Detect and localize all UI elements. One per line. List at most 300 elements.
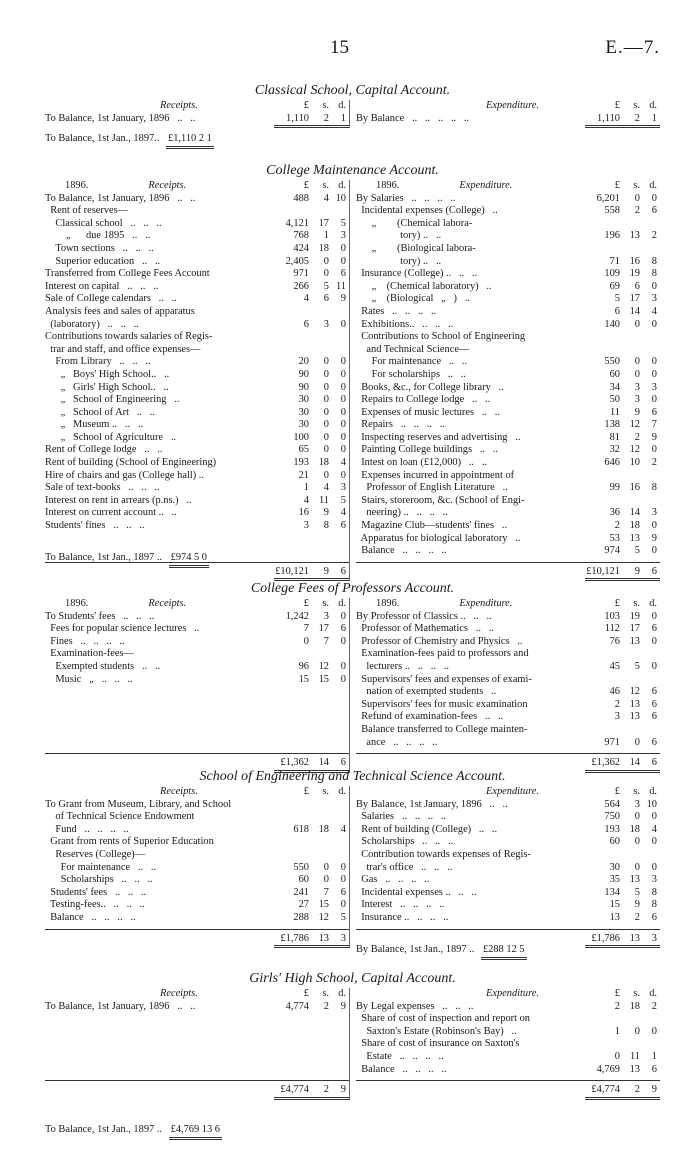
pence: 0 <box>651 394 657 406</box>
expenditure-row <box>356 243 660 256</box>
row-label: Balance .. .. .. .. <box>356 1063 447 1075</box>
total-separator <box>356 753 660 754</box>
amount <box>274 674 349 687</box>
shillings: 14 <box>629 305 640 317</box>
row-label: By Balance .. .. .. .. .. <box>356 112 470 124</box>
shillings: 13 <box>629 230 640 242</box>
pounds: 4,769 <box>596 1063 620 1075</box>
amount <box>585 836 660 849</box>
pounds: 15 <box>609 899 620 911</box>
amount <box>585 382 660 395</box>
row-label: Repairs .. .. .. .. <box>356 419 445 431</box>
pounds: 34 <box>609 381 620 393</box>
pounds: 768 <box>293 230 309 242</box>
pounds: 2 <box>614 520 620 532</box>
amount <box>585 686 660 699</box>
amount <box>274 933 349 949</box>
girls-closing-label: To Balance, 1st Jan., 1897 .. <box>45 1124 163 1135</box>
amount <box>585 444 660 457</box>
pence: 9 <box>651 1084 657 1096</box>
expenditure-row <box>356 661 660 674</box>
shillings: 3 <box>634 394 640 406</box>
pounds: 20 <box>298 356 309 368</box>
amount <box>274 256 349 269</box>
pounds: 241 <box>293 886 309 898</box>
row-label: trar's office .. .. .. <box>356 861 453 873</box>
amount <box>274 623 349 636</box>
column-heading-row <box>356 180 660 193</box>
engineering-account <box>45 768 660 948</box>
pounds: 15 <box>298 673 309 685</box>
pence: 6 <box>340 623 346 635</box>
pounds: 99 <box>609 482 620 494</box>
row-label: Gas .. .. .. .. <box>356 874 430 886</box>
row-label: Grant from rents of Superior Education <box>45 836 214 848</box>
pence: 0 <box>651 861 657 873</box>
receipt-row <box>45 268 349 281</box>
receipt-row <box>45 1001 349 1014</box>
expenditure-row <box>356 887 660 900</box>
column-heading-text <box>45 100 274 113</box>
pence: 8 <box>651 899 657 911</box>
total-separator <box>45 753 349 754</box>
amount <box>274 319 349 332</box>
amount <box>274 382 349 395</box>
shillings: 16 <box>629 255 640 267</box>
row-label: By Legal expenses .. .. .. <box>356 1000 474 1012</box>
expenditure-row <box>356 193 660 206</box>
expenditure-row <box>356 457 660 470</box>
amount <box>274 419 349 432</box>
spacer-row <box>45 1064 349 1077</box>
total-separator <box>356 929 660 930</box>
expenditure-row <box>356 331 660 344</box>
pence: 2 <box>651 230 657 242</box>
pence: 3 <box>340 932 346 944</box>
amount <box>585 1051 660 1064</box>
expenditure-row <box>356 407 660 420</box>
pence: 3 <box>340 230 346 242</box>
college-maintenance-closing-label: To Balance, 1st Jan., 1897 .. <box>45 552 163 563</box>
shillings: 18 <box>318 242 329 254</box>
pounds: 558 <box>604 205 620 217</box>
expenditure-total <box>356 1084 660 1100</box>
amount <box>274 218 349 231</box>
pence: 6 <box>651 406 657 418</box>
receipt-row <box>45 394 349 407</box>
pence: 0 <box>340 381 346 393</box>
amount <box>585 457 660 470</box>
row-label: Share of cost of insurance on Saxton's <box>356 1038 520 1050</box>
shillings: 0 <box>323 419 329 431</box>
row-label: Balance transferred to College mainten- <box>356 723 528 735</box>
pounds: 750 <box>604 811 620 823</box>
row-label: tory) .. .. <box>356 255 442 267</box>
row-label: Share of cost of inspection and report on <box>356 1013 530 1025</box>
pence: 0 <box>651 444 657 456</box>
currency-headers <box>274 988 349 1001</box>
shillings: 9 <box>634 565 640 577</box>
amount <box>585 874 660 887</box>
currency-col_shillings: s. <box>633 100 640 111</box>
receipt-row <box>45 407 349 420</box>
pence: 4 <box>340 823 346 835</box>
row-label: Rent of reserves— <box>45 205 129 217</box>
row-label: Rent of building (College) .. .. <box>356 823 498 835</box>
receipt-row <box>45 611 349 624</box>
pence: 6 <box>340 757 346 769</box>
pounds: 4,121 <box>285 217 309 229</box>
amount <box>585 533 660 546</box>
amount <box>585 193 660 206</box>
receipts-total <box>45 933 349 949</box>
row-label: For maintenance .. .. <box>356 356 468 368</box>
pence: 6 <box>340 520 346 532</box>
shillings: 5 <box>634 660 640 672</box>
row-label: „ (Chemical laboratory) .. <box>356 280 492 292</box>
row-label: Interest on capital .. .. .. <box>45 280 159 292</box>
shillings: 12 <box>318 660 329 672</box>
shillings: 3 <box>323 610 329 622</box>
row-label: Rent of College lodge .. .. <box>45 444 163 456</box>
row-label: Hire of chairs and gas (College hall) .. <box>45 469 204 481</box>
receipt-row <box>45 623 349 636</box>
expenditure-row <box>356 648 660 661</box>
shillings: 0 <box>323 874 329 886</box>
expenditure-column <box>350 988 660 1100</box>
pence: 9 <box>340 1000 346 1012</box>
receipt-row <box>45 636 349 649</box>
pence: 0 <box>340 255 346 267</box>
shillings: 0 <box>323 861 329 873</box>
shillings: 14 <box>318 757 329 769</box>
pounds: 96 <box>298 660 309 672</box>
classical-closing-amount: £1,110 2 1 <box>166 133 214 149</box>
shillings: 0 <box>323 255 329 267</box>
pounds: 60 <box>298 874 309 886</box>
pence: 0 <box>340 861 346 873</box>
pence: 0 <box>651 660 657 672</box>
pence: 0 <box>651 610 657 622</box>
pounds: 550 <box>604 356 620 368</box>
pence: 0 <box>340 444 346 456</box>
row-label: Inspecting reserves and advertising .. <box>356 431 521 443</box>
shillings: 2 <box>634 911 640 923</box>
shillings: 2 <box>634 431 640 443</box>
amount <box>585 281 660 294</box>
currency-col_pounds: £ <box>303 988 309 999</box>
expenditure-row <box>356 1013 660 1026</box>
shillings: 2 <box>634 205 640 217</box>
amount <box>274 495 349 508</box>
receipt-row <box>45 281 349 294</box>
account-columns <box>45 598 660 773</box>
amount <box>585 811 660 824</box>
shillings: 0 <box>634 368 640 380</box>
column-heading-text <box>356 180 585 193</box>
amount <box>274 661 349 674</box>
receipt-row <box>45 205 349 218</box>
currency-headers <box>585 598 660 611</box>
shillings: 0 <box>634 192 640 204</box>
pounds: 60 <box>609 836 620 848</box>
expenditure-row <box>356 1064 660 1077</box>
pence: 0 <box>651 520 657 532</box>
pounds: 618 <box>293 823 309 835</box>
shillings: 0 <box>323 394 329 406</box>
expenditure-heading: Expenditure. <box>486 100 539 111</box>
shillings: 18 <box>318 457 329 469</box>
pounds: 60 <box>609 368 620 380</box>
pence: 3 <box>651 293 657 305</box>
shillings: 9 <box>634 899 640 911</box>
pounds: 0 <box>303 635 309 647</box>
row-label: „ (Biological „ ) .. <box>356 293 470 305</box>
currency-headers <box>274 180 349 193</box>
shillings: 0 <box>634 861 640 873</box>
pounds: 30 <box>298 419 309 431</box>
shillings: 0 <box>323 368 329 380</box>
currency-col_pence: d. <box>649 988 657 999</box>
pence: 8 <box>651 255 657 267</box>
amount <box>585 1064 660 1077</box>
expenditure-row <box>356 205 660 218</box>
expenditure-row <box>356 545 660 558</box>
receipt-row <box>45 306 349 319</box>
column-heading-row <box>45 988 349 1001</box>
pence: 8 <box>651 482 657 494</box>
row-label: Salaries .. .. .. .. <box>356 811 447 823</box>
pounds: 7 <box>303 623 309 635</box>
pence: 10 <box>335 192 346 204</box>
amount <box>585 623 660 636</box>
amount <box>274 394 349 407</box>
row-label: neering) .. .. .. .. <box>356 507 448 519</box>
row-label: For scholarships .. .. <box>356 368 466 380</box>
pounds: 112 <box>604 623 620 635</box>
amount <box>274 356 349 369</box>
shillings: 13 <box>629 932 640 944</box>
amount <box>585 611 660 624</box>
shillings: 0 <box>323 381 329 393</box>
amount <box>585 1001 660 1014</box>
row-label: Painting College buildings .. .. <box>356 444 499 456</box>
currency-col_pence: d. <box>649 786 657 797</box>
account-columns <box>45 786 660 948</box>
amount <box>274 407 349 420</box>
girls-closing-balance <box>45 1124 222 1140</box>
amount <box>585 356 660 369</box>
currency-col_pence: d. <box>649 180 657 191</box>
row-label: Rent of building (School of Engineering) <box>45 457 217 469</box>
expenditure-row <box>356 899 660 912</box>
expenditure-row <box>356 218 660 231</box>
pence: 5 <box>340 494 346 506</box>
pounds: 193 <box>604 823 620 835</box>
currency-col_pence: d. <box>338 100 346 111</box>
amount <box>585 507 660 520</box>
pounds: 45 <box>609 660 620 672</box>
pence: 8 <box>651 268 657 280</box>
pounds: 6 <box>303 318 309 330</box>
pounds: 3 <box>614 711 620 723</box>
amount <box>585 407 660 420</box>
pence: 3 <box>651 874 657 886</box>
row-label: By Balance, 1st January, 1896 .. .. <box>356 798 508 810</box>
shillings: 3 <box>634 798 640 810</box>
account-columns <box>45 100 660 128</box>
pence: 0 <box>340 660 346 672</box>
expenditure-row <box>356 293 660 306</box>
pence: 0 <box>340 899 346 911</box>
amount <box>274 520 349 533</box>
shillings: 6 <box>634 280 640 292</box>
row-label: trar and staff, and office expenses— <box>45 343 201 355</box>
currency-col_shillings: s. <box>633 786 640 797</box>
pence: 0 <box>651 811 657 823</box>
pounds: 109 <box>604 268 620 280</box>
amount <box>274 281 349 294</box>
pounds: 6 <box>614 305 620 317</box>
pounds: 71 <box>609 255 620 267</box>
expenditure-row <box>356 230 660 243</box>
row-label: „ School of Engineering .. <box>45 394 180 406</box>
amount <box>585 887 660 900</box>
row-label: „ (Biological labora- <box>356 242 476 254</box>
pence: 1 <box>651 1050 657 1062</box>
pounds: 11 <box>609 406 620 418</box>
pounds: 550 <box>293 861 309 873</box>
row-label: Incidental expenses .. .. .. <box>356 886 477 898</box>
expenditure-row <box>356 394 660 407</box>
receipts-column <box>45 598 350 773</box>
shillings: 7 <box>323 886 329 898</box>
row-label: „ Boys' High School.. .. <box>45 368 170 380</box>
expenditure-row <box>356 356 660 369</box>
amount <box>274 470 349 483</box>
pounds: 974 <box>604 545 620 557</box>
amount <box>274 1001 349 1014</box>
currency-col_pence: d. <box>338 598 346 609</box>
shillings: 12 <box>629 419 640 431</box>
currency-col_pounds: £ <box>303 598 309 609</box>
shillings: 15 <box>318 673 329 685</box>
row-label: Supervisors' fees for music examination <box>356 698 528 710</box>
expenditure-row <box>356 1038 660 1051</box>
pounds: 69 <box>609 280 620 292</box>
row-label: Exempted students .. .. <box>45 660 161 672</box>
row-label: Professor of Mathematics .. .. <box>356 623 494 635</box>
amount <box>274 369 349 382</box>
college-maintenance-closing-balance <box>45 552 209 568</box>
shillings: 9 <box>323 565 329 577</box>
receipt-row <box>45 836 349 849</box>
currency-col_pounds: £ <box>303 100 309 111</box>
girls-high-school-account <box>45 970 660 1100</box>
shillings: 0 <box>323 431 329 443</box>
receipt-row <box>45 470 349 483</box>
amount <box>274 824 349 837</box>
row-label: Insurance .. .. .. .. <box>356 911 449 923</box>
expenditure-row <box>356 113 660 129</box>
receipt-row <box>45 899 349 912</box>
pence: 0 <box>340 610 346 622</box>
shillings: 13 <box>629 532 640 544</box>
pounds: 30 <box>298 406 309 418</box>
shillings: 18 <box>629 823 640 835</box>
pounds: £1,786 <box>591 932 620 944</box>
pence: 9 <box>340 293 346 305</box>
expenditure-row <box>356 1001 660 1014</box>
currency-col_shillings: s. <box>322 180 329 191</box>
currency-col_pounds: £ <box>303 786 309 797</box>
pounds: 266 <box>293 280 309 292</box>
row-label: Fees for popular science lectures .. <box>45 623 200 635</box>
column-heading-row <box>45 598 349 611</box>
pounds: 193 <box>293 457 309 469</box>
pounds: 36 <box>609 507 620 519</box>
row-label: (laboratory) .. .. .. <box>45 318 139 330</box>
pence: 6 <box>651 698 657 710</box>
receipt-row <box>45 293 349 306</box>
pence: 6 <box>651 205 657 217</box>
pence: 9 <box>651 431 657 443</box>
pounds: 16 <box>298 507 309 519</box>
receipt-row <box>45 369 349 382</box>
pence: 0 <box>340 318 346 330</box>
account-title: School of Engineering and Technical Science Account. <box>199 769 506 784</box>
row-label: Analysis fees and sales of apparatus <box>45 305 195 317</box>
amount <box>585 711 660 724</box>
pence: 0 <box>340 406 346 418</box>
amount <box>585 306 660 319</box>
row-label: Reserves (College)— <box>45 848 146 860</box>
shillings: 12 <box>318 911 329 923</box>
row-label: To Balance, 1st January, 1896 .. .. <box>45 1000 196 1012</box>
amount <box>585 737 660 750</box>
column-heading-text <box>45 180 274 193</box>
row-label: Saxton's Estate (Robinson's Bay) .. <box>356 1025 517 1037</box>
row-label: Balance .. .. .. .. <box>45 911 136 923</box>
pence: 0 <box>340 431 346 443</box>
shillings: 9 <box>323 507 329 519</box>
expenditure-column <box>350 598 660 773</box>
row-label: Supervisors' fees and expenses of exami- <box>356 673 532 685</box>
pounds: 140 <box>604 318 620 330</box>
shillings: 0 <box>323 406 329 418</box>
expenditure-row <box>356 711 660 724</box>
amount <box>585 1026 660 1039</box>
pence: 6 <box>651 565 657 577</box>
currency-headers <box>585 988 660 1001</box>
pence: 0 <box>340 242 346 254</box>
pounds: 30 <box>609 861 620 873</box>
expenditure-row <box>356 611 660 624</box>
expenditure-column <box>350 786 660 948</box>
receipt-row <box>45 243 349 256</box>
row-label: and Technical Science— <box>356 343 470 355</box>
row-label: „ Museum .. .. .. <box>45 419 144 431</box>
row-label: Scholarships .. .. .. <box>356 836 454 848</box>
row-label: Refund of examination-fees .. .. <box>356 711 504 723</box>
expenditure-row <box>356 470 660 483</box>
row-label: Exhibitions.. .. .. .. <box>356 318 454 330</box>
shillings: 0 <box>634 318 640 330</box>
pence: 6 <box>651 711 657 723</box>
currency-col_shillings: s. <box>633 180 640 191</box>
expenditure-row <box>356 686 660 699</box>
amount <box>274 432 349 445</box>
